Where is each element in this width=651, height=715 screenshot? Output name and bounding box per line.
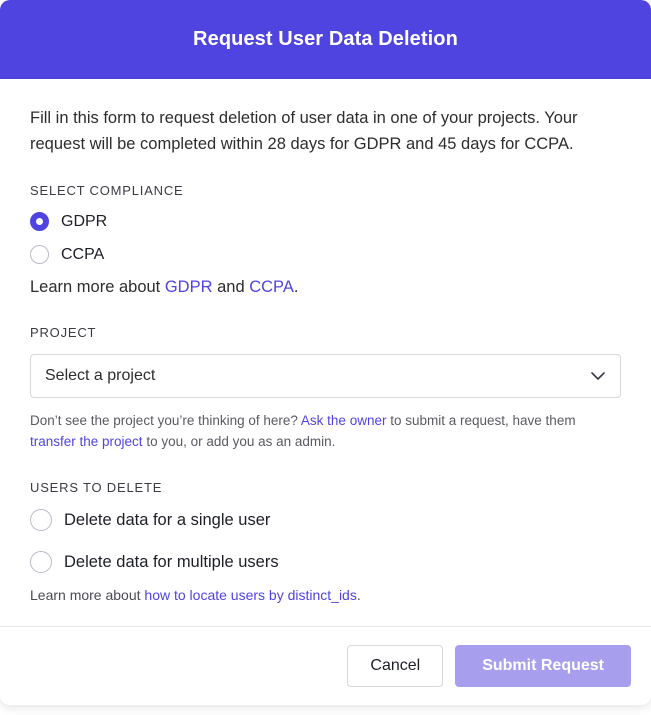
project-hint-part1: Don’t see the project you’re thinking of here? [30,413,301,428]
project-hint-part2: to submit a request, have them [386,413,576,428]
compliance-learn-more-middle: and [212,278,250,296]
dialog-footer [0,626,651,705]
dialog-header [0,0,651,79]
project-hint-part3: to you, or add you as an admin. [142,434,336,449]
radio-multiple-users-icon[interactable] [30,551,52,573]
project-select[interactable] [30,354,621,398]
compliance-option-gdpr-label: GDPR [61,212,108,230]
project-hint [30,410,610,452]
ccpa-link[interactable]: CCPA [249,278,294,296]
submit-request-button[interactable]: Submit Request [455,645,631,687]
compliance-learn-more-prefix: Learn more about [30,278,165,296]
gdpr-link[interactable]: GDPR [164,278,213,296]
project-select-value: Select a project [45,367,156,384]
ask-the-owner-link[interactable]: Ask the owner [300,413,387,428]
compliance-learn-more-suffix: . [293,278,299,296]
radio-gdpr-icon[interactable] [30,212,49,231]
intro-text: Fill in this form to request deletion of user data in one of your projects. Your request will be completed within 28 days for GDPR and 45 days for CCPA. [30,109,578,153]
users-option-multiple[interactable] [30,551,621,573]
radio-single-user-icon[interactable] [30,509,52,531]
dialog-body [0,79,651,626]
users-option-single[interactable] [30,509,621,531]
project-label: PROJECT [30,325,97,340]
dialog-title: Request User Data Deletion [193,28,458,50]
compliance-option-gdpr[interactable] [30,212,621,231]
transfer-the-project-link[interactable]: transfer the project [30,434,143,449]
compliance-learn-more [30,278,621,297]
radio-ccpa-icon[interactable] [30,245,49,264]
compliance-option-ccpa[interactable] [30,245,621,264]
users-to-delete-label: USERS TO DELETE [30,480,163,495]
locate-users-link[interactable]: how to locate users by distinct_ids [144,587,357,603]
users-learn-more-suffix: . [356,587,361,603]
users-option-single-label: Delete data for a single user [64,510,271,529]
select-compliance-label: SELECT COMPLIANCE [30,183,184,198]
compliance-option-ccpa-label: CCPA [61,245,105,263]
project-select-wrapper [30,354,621,398]
users-learn-more [30,587,621,603]
cancel-button[interactable]: Cancel [347,645,443,687]
users-learn-more-prefix: Learn more about [30,587,145,603]
users-option-multiple-label: Delete data for multiple users [64,552,279,571]
